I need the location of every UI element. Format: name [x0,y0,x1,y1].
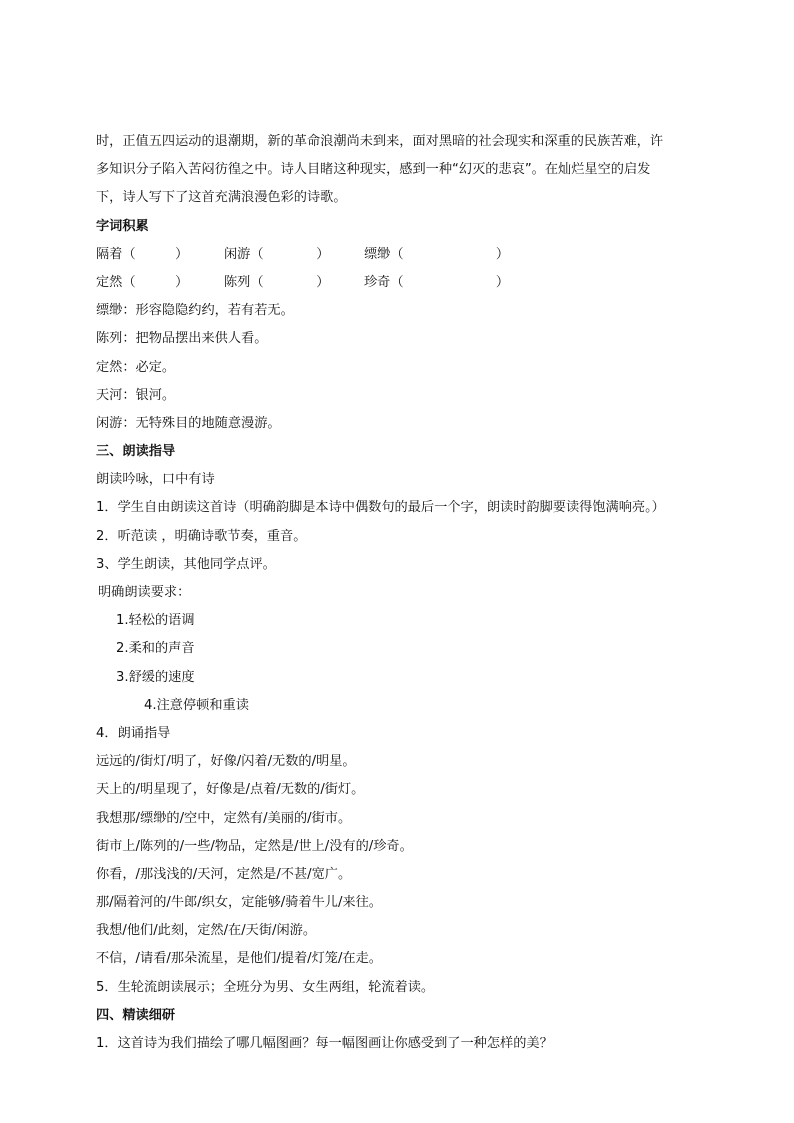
requirement-item: 1.轻松的语调 [116,613,195,629]
reading-subtitle: 朗读吟咏，口中有诗 [96,472,215,488]
poem-line: 你看，/那浅浅的/天河，定然是/不甚/宽广。 [96,866,352,882]
reading-step: 5．生轮流朗读展示；全班分为男、女生两组，轮流着读。 [96,979,435,995]
poem-line: 天上的/明星现了，好像是/点着/无数的/街灯。 [96,782,365,798]
definition: 陈列：把物品摆出来供人看。 [96,331,268,347]
definition: 定然：必定。 [96,359,176,375]
vocab-row-2 [96,269,708,297]
guide-title: 4．朗诵指导 [96,725,171,741]
vocab-item: 定然（ ） [96,274,189,290]
poem-line: 街市上/陈列的/一些/物品，定然是/世上/没有的/珍奇。 [96,838,413,854]
vocab-row-1 [96,241,708,269]
close-reading-heading: 四、精读细研 [96,1007,176,1023]
definition: 天河：银河。 [96,387,176,403]
reading-step: 1．学生自由朗读这首诗（明确韵脚是本诗中偶数句的最后一个字，朗读时韵脚要读得饱满响亮。） [96,500,665,516]
vocab-item: 缥缈（ ） [364,246,510,262]
requirement-item: 4.注意停顿和重读 [144,697,249,713]
poem-line: 我想/他们/此刻，定然/在/天街/闲游。 [96,923,317,939]
definition: 闲游：无特殊目的地随意漫游。 [96,415,281,431]
vocab-item: 隔着（ ） [96,246,189,262]
intro-line-3: 下，诗人写下了这首充满浪漫色彩的诗歌。 [96,190,347,206]
vocab-heading: 字词积累 [96,218,149,234]
requirements-title: 明确朗读要求： [98,585,191,600]
document-page [96,128,708,1058]
intro-line-2: 多知识分子陷入苦闷彷徨之中。诗人目睹这种现实，感到一种“幻灭的悲哀”。在灿烂星空的启发 [96,162,651,178]
poem-line: 不信，/请看/那朵流星，是他们/提着/灯笼/在走。 [96,951,382,967]
requirement-item: 3.舒缓的速度 [116,669,195,685]
reading-step: 2．听范读 ，明确诗歌节奏，重音。 [96,528,307,544]
reading-step: 3、学生朗读，其他同学点评。 [96,556,276,572]
reading-heading: 三、朗读指导 [96,444,176,460]
requirement-item: 2.柔和的声音 [116,641,195,657]
question: 1．这首诗为我们描绘了哪几幅图画？每一幅图画让你感受到了一种怎样的美？ [96,1036,553,1051]
definition: 缥缈：形容隐隐约约，若有若无。 [96,303,294,319]
vocab-item: 闲游（ ） [224,246,330,262]
poem-line: 我想那/缥缈的/空中，定然有/美丽的/街市。 [96,810,352,826]
poem-line: 那/隔着河的/牛郎/织女，定能够/骑着牛儿/来往。 [96,895,382,911]
intro-line-1: 时，正值五四运动的退潮期，新的革命浪潮尚未到来，面对黑暗的社会现实和深重的民族苦难，许 [96,134,664,149]
vocab-item: 珍奇（ ） [364,274,510,290]
poem-line: 远远的/街灯/明了，好像/闪着/无数的/明星。 [96,754,356,770]
vocab-item: 陈列（ ） [224,274,330,290]
